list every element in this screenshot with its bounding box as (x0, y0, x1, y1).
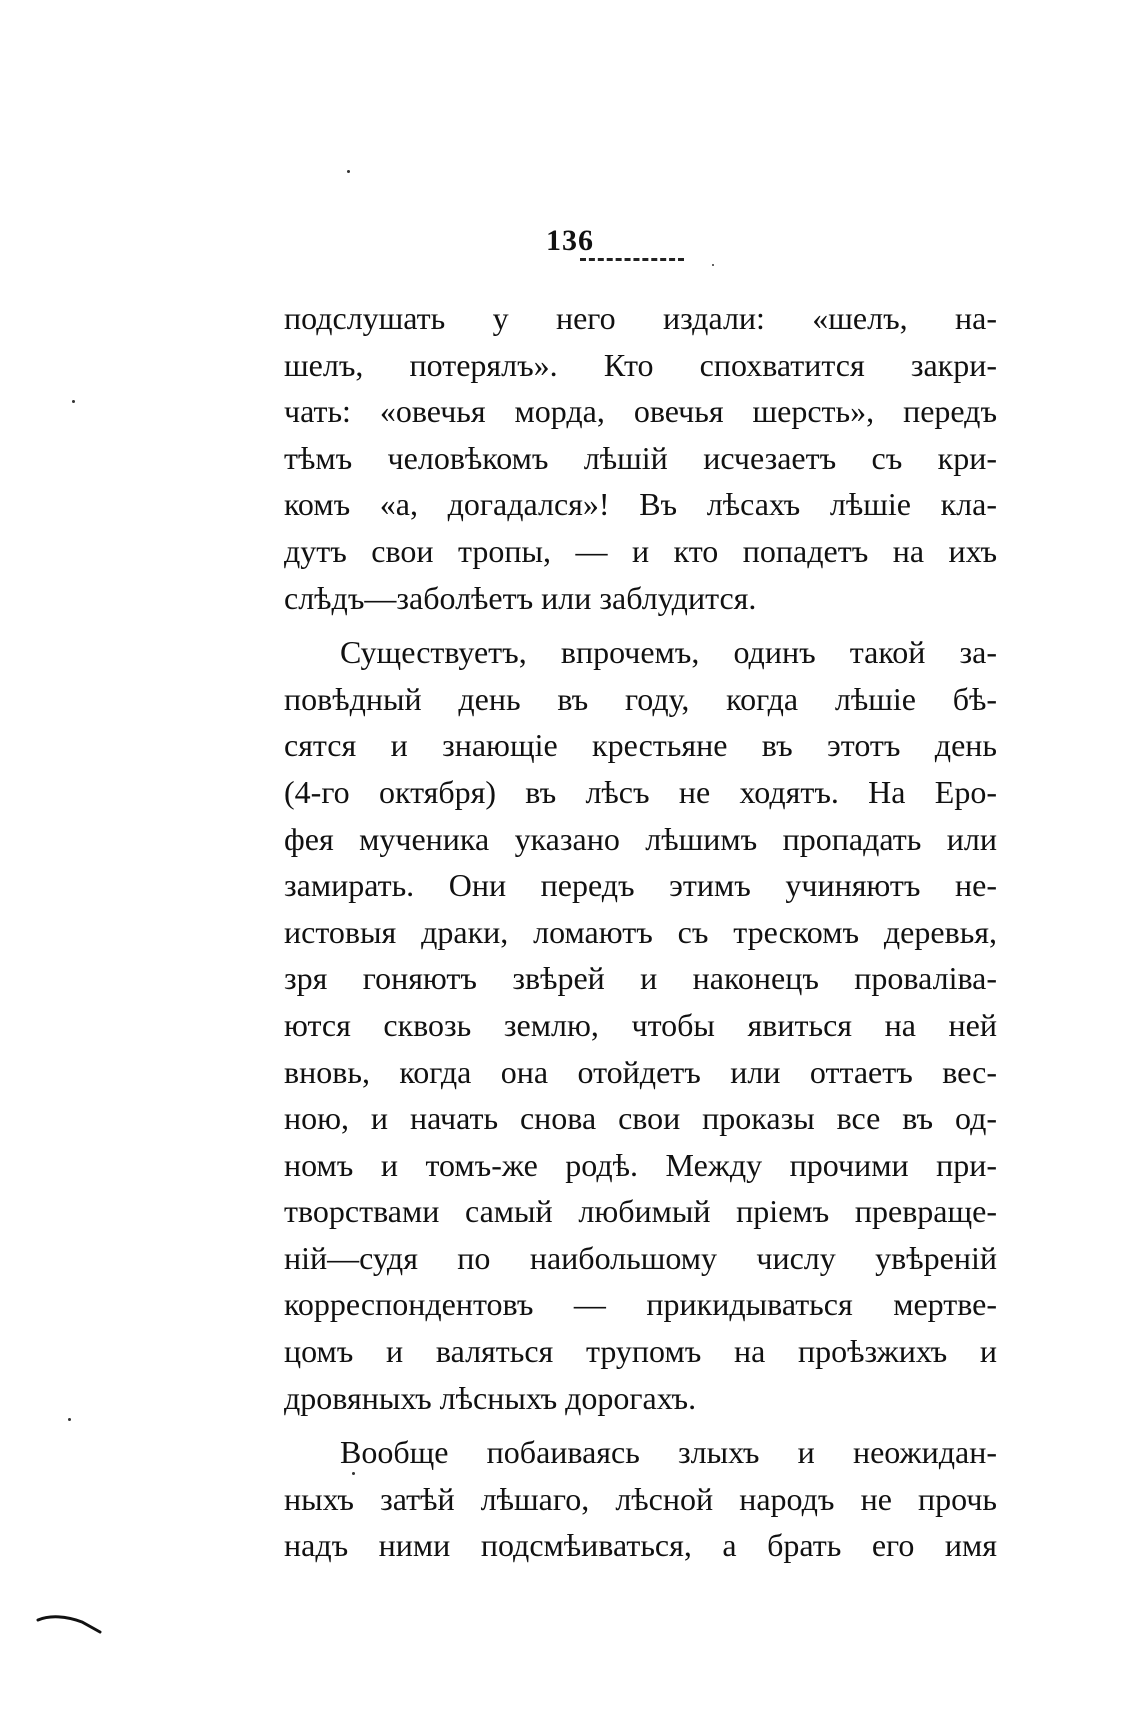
text-line: повѣдный день въ году, когда лѣшіе бѣ- (284, 680, 997, 717)
text-line: ныхъ затѣй лѣшаго, лѣсной народъ не прочь (284, 1480, 997, 1517)
text-line: комъ «а, догадался»! Въ лѣсахъ лѣшіе кла- (284, 486, 997, 523)
text-line: цомъ и валяться трупомъ на проѣзжихъ и (284, 1333, 997, 1370)
scan-speck (712, 264, 714, 266)
text-line: истовыя драки, ломаютъ съ трескомъ деревья, (284, 913, 997, 950)
text-line: Вообще побаиваясь злыхъ и неожидан- (340, 1434, 997, 1471)
text-line: надъ ними подсмѣиваться, а брать его имя (284, 1527, 997, 1564)
paragraph-1 (284, 295, 997, 621)
text-line: ною, и начать снова свои проказы все въ од- (284, 1100, 997, 1137)
page-number: 136 (546, 224, 594, 257)
text-line: (4-го октября) въ лѣсъ не ходятъ. На Еро- (284, 773, 997, 810)
scan-speck (347, 170, 350, 173)
text-line: подслушать у него издали: «шелъ, на- (284, 300, 997, 336)
scan-speck (72, 400, 75, 403)
text-line: дутъ свои тропы, — и кто попадетъ на ихъ (284, 532, 997, 569)
text-line: фея мученика указано лѣшимъ пропадать или (284, 820, 997, 857)
text-line: слѣдъ—заболѣетъ или заблудится. (284, 579, 757, 616)
text-line: творствами самый любимый пріемъ превраще- (284, 1193, 997, 1230)
text-line: чать: «овечья морда, овечья шерсть», передъ (284, 393, 997, 430)
text-line: корреспондентовъ — прикидываться мертве- (284, 1286, 997, 1323)
text-line: тѣмъ человѣкомъ лѣшій исчезаетъ съ кри- (284, 439, 997, 476)
text-line: номъ и томъ-же родѣ. Между прочими при- (284, 1146, 997, 1183)
paragraph-3 (284, 1429, 997, 1569)
margin-pencil-mark (36, 1612, 106, 1636)
scan-speck (352, 1472, 355, 1475)
body-text (284, 295, 997, 1569)
text-line: дровяныхъ лѣсныхъ дорогахъ. (284, 1379, 697, 1416)
text-line: шелъ, потерялъ». Кто спохватится закри- (284, 346, 997, 383)
text-line: замирать. Они передъ этимъ учиняютъ не- (284, 867, 997, 904)
text-line: ются сквозь землю, чтобы явиться на ней (284, 1006, 997, 1043)
text-line: Существуетъ, впрочемъ, одинъ такой за- (340, 634, 997, 671)
text-line: ній—судя по наибольшому числу увѣреній (284, 1239, 997, 1276)
paragraph-2 (284, 629, 997, 1421)
text-line: вновь, когда она отойдетъ или оттаетъ вес- (284, 1053, 997, 1090)
page-number-rule (580, 258, 684, 261)
text-line: сятся и знающіе крестьяне въ этотъ день (284, 727, 997, 764)
text-line: зря гоняютъ звѣрей и наконецъ проваліва- (284, 960, 997, 997)
scan-speck (68, 1418, 71, 1421)
